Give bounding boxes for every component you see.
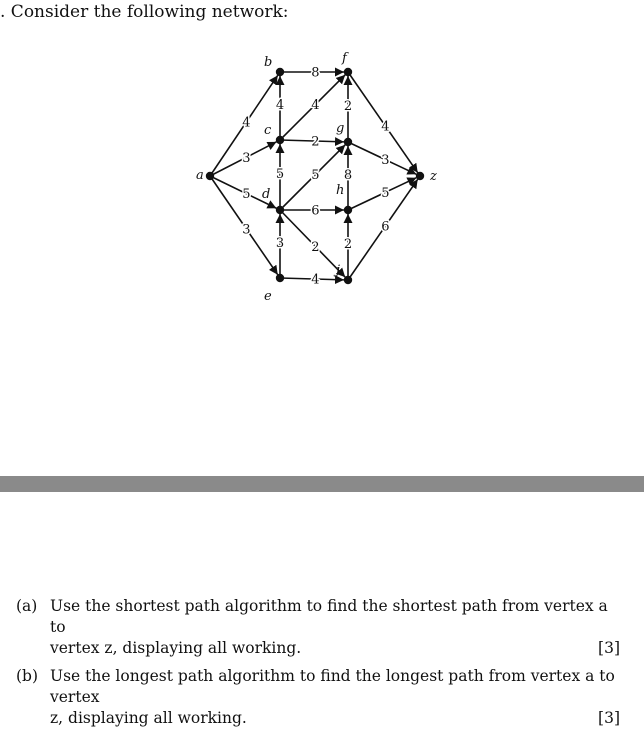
edge-weight-h-z: 5 [381, 185, 390, 201]
intro-text: . Consider the following network: [0, 2, 289, 22]
edge-weight-h-g: 8 [343, 168, 353, 184]
vertex-h [344, 206, 352, 214]
edge-weight-a-c: 3 [242, 150, 251, 166]
vertex-label-f: f [342, 51, 347, 66]
edge-weight-a-b: 4 [242, 115, 251, 131]
question-a [16, 596, 620, 659]
vertex-label-j: j [336, 263, 341, 278]
edge-weight-d-g: 5 [311, 168, 320, 184]
marks-label: [3] [598, 709, 620, 727]
section-divider [0, 476, 644, 492]
marks-label: [3] [598, 639, 620, 657]
question-text-line: Use the longest path algorithm to find the longest path from vertex a to vertex [50, 667, 615, 706]
question-text-line: Use the shortest path algorithm to find the shortest path from vertex a to [50, 597, 608, 636]
vertex-label-b: b [264, 55, 273, 70]
edge-weight-f-z: 4 [381, 119, 390, 135]
vertex-label-d: d [262, 187, 271, 202]
question-body [50, 596, 620, 659]
vertex-label-c: c [264, 123, 272, 138]
vertex-j [344, 276, 352, 284]
vertex-label-h: h [336, 183, 345, 198]
vertex-label-z: z [430, 169, 437, 184]
vertex-d [276, 206, 284, 214]
vertex-e [276, 274, 284, 282]
edge-weight-a-e: 3 [242, 222, 251, 238]
edge-weight-g-f: 2 [343, 99, 353, 115]
edge-weight-b-f: 8 [311, 65, 320, 81]
question-b [16, 666, 620, 729]
vertex-a [206, 172, 214, 180]
vertex-label-e: e [264, 289, 272, 304]
edge-weight-c-f: 4 [311, 98, 320, 114]
question-label: (b) [16, 667, 39, 685]
edge-weight-a-d: 5 [242, 187, 251, 203]
questions [16, 596, 620, 736]
edge-weight-c-g: 2 [311, 134, 320, 150]
question-label: (a) [16, 597, 38, 615]
edge-weight-d-h: 6 [311, 203, 320, 219]
edge-weight-j-h: 2 [343, 237, 353, 253]
vertex-label-g: g [336, 121, 345, 136]
vertex-g [344, 138, 352, 146]
vertex-b [276, 68, 284, 76]
vertex-z [416, 172, 424, 180]
edge-weight-j-z: 6 [381, 219, 390, 235]
question-text-line: z, displaying all working. [50, 709, 247, 727]
question-body [50, 666, 620, 729]
edge-weight-d-j: 2 [311, 239, 320, 255]
edge-weight-c-b: 4 [275, 98, 285, 114]
vertex-label-a: a [196, 168, 204, 183]
edge-weight-g-z: 3 [381, 153, 390, 169]
edge-weight-e-j: 4 [311, 272, 320, 288]
question-text-line: vertex z, displaying all working. [50, 639, 302, 657]
edge-weight-e-d: 3 [275, 236, 285, 252]
vertex-f [344, 68, 352, 76]
edge-weight-d-c: 5 [275, 167, 285, 183]
vertex-c [276, 136, 284, 144]
